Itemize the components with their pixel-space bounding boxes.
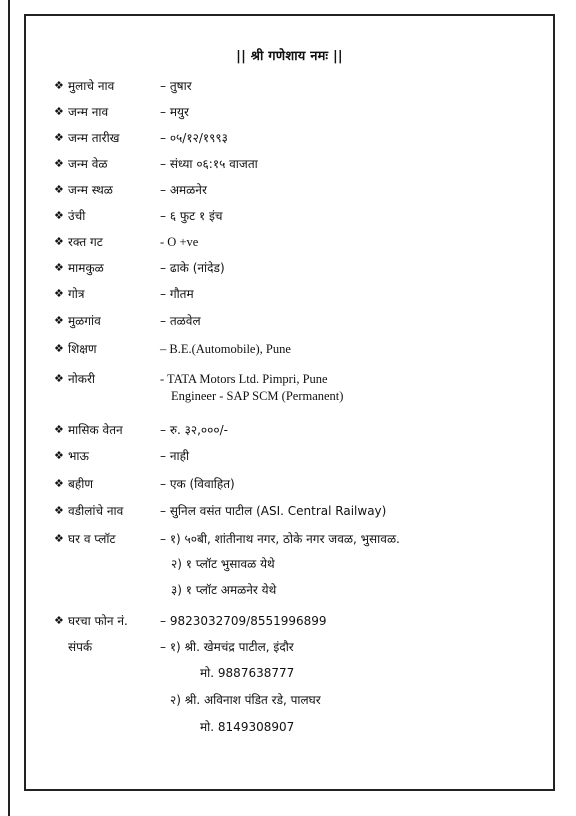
- field-value: – नाही: [160, 449, 190, 463]
- bullet-icon: ❖: [54, 342, 64, 355]
- field-label: बहीण: [68, 477, 94, 491]
- contact-label: संपर्क: [68, 640, 93, 654]
- field-value: – तुषार: [160, 79, 192, 93]
- bullet-icon: ❖: [54, 157, 64, 170]
- property-line: २) १ प्लॉट भुसावळ येथे: [171, 557, 275, 571]
- bullet-icon: ❖: [54, 449, 64, 462]
- bullet-icon: ❖: [54, 287, 64, 300]
- field-value: – गौतम: [160, 287, 194, 301]
- phone-value: – 9823032709/8551996899: [160, 614, 327, 628]
- field-label: भाऊ: [68, 449, 89, 463]
- bullet-icon: ❖: [54, 532, 64, 545]
- field-label: घर व प्लॉट: [68, 532, 116, 546]
- field-value: – सुनिल वसंत पाटील (ASI. Central Railway): [160, 504, 387, 518]
- bullet-icon: ❖: [54, 504, 64, 517]
- field-value: – ६ फुट १ इंच: [160, 209, 223, 223]
- contact-line: २) श्री. अविनाश पंडित रडे, पालघर: [170, 693, 321, 707]
- contact-mobile: मो. 9887638777: [200, 666, 295, 680]
- field-value: – ढाके (नांदेड): [160, 261, 225, 275]
- field-label: मुळगांव: [68, 314, 101, 328]
- field-label: गोत्र: [68, 287, 85, 301]
- field-value: – १) ५०बी, शांतीनाथ नगर, ठोके नगर जवळ, भुसावळ.: [160, 532, 400, 546]
- field-value: – B.E.(Automobile), Pune: [160, 342, 291, 356]
- contact-line: – १) श्री. खेमचंद्र पाटील, इंदौर: [160, 640, 294, 654]
- bullet-icon: ❖: [54, 477, 64, 490]
- field-label: रक्त गट: [68, 235, 103, 249]
- field-value: – तळवेल: [160, 314, 201, 328]
- field-label: मासिक वेतन: [68, 423, 123, 437]
- field-value: – एक (विवाहित): [160, 477, 235, 491]
- bullet-icon: ❖: [54, 314, 64, 327]
- field-label: जन्म वेळ: [68, 157, 108, 171]
- field-value: – ०५/१२/१९९३: [160, 131, 228, 145]
- field-label: नोकरी: [68, 372, 96, 386]
- field-value: - TATA Motors Ltd. Pimpri, Pune: [160, 372, 328, 386]
- field-value: – अमळनेर: [160, 183, 207, 197]
- bullet-icon: ❖: [54, 614, 64, 627]
- field-value: – संध्या ०६:१५ वाजता: [160, 157, 258, 171]
- bullet-icon: ❖: [54, 105, 64, 118]
- field-label: घरचा फोन नं.: [68, 614, 128, 628]
- field-label: उंची: [68, 209, 86, 223]
- field-value: – मयुर: [160, 105, 189, 119]
- field-label: जन्म स्थळ: [68, 183, 113, 197]
- bullet-icon: ❖: [54, 183, 64, 196]
- page-heading: || श्री गणेशाय नमः ||: [236, 49, 343, 64]
- field-label: वडीलांचे नाव: [68, 504, 124, 518]
- field-value: - O +ve: [160, 235, 199, 249]
- field-value: – रु. ३२,०००/-: [160, 423, 229, 437]
- field-label: शिक्षण: [68, 342, 97, 356]
- field-label: जन्म नाव: [68, 105, 109, 119]
- bullet-icon: ❖: [54, 235, 64, 248]
- bullet-icon: ❖: [54, 261, 64, 274]
- bullet-icon: ❖: [54, 79, 64, 92]
- field-label: मामकुळ: [68, 261, 104, 275]
- property-line: ३) १ प्लॉट अमळनेर येथे: [171, 583, 277, 597]
- bullet-icon: ❖: [54, 423, 64, 436]
- bullet-icon: ❖: [54, 372, 64, 385]
- page-left-edge-line: [8, 0, 10, 816]
- contact-mobile: मो. 8149308907: [200, 720, 295, 734]
- bullet-icon: ❖: [54, 209, 64, 222]
- bullet-icon: ❖: [54, 131, 64, 144]
- field-label: जन्म तारीख: [68, 131, 120, 145]
- field-label: मुलाचे नाव: [68, 79, 115, 93]
- job-detail-line: Engineer - SAP SCM (Permanent): [171, 389, 344, 403]
